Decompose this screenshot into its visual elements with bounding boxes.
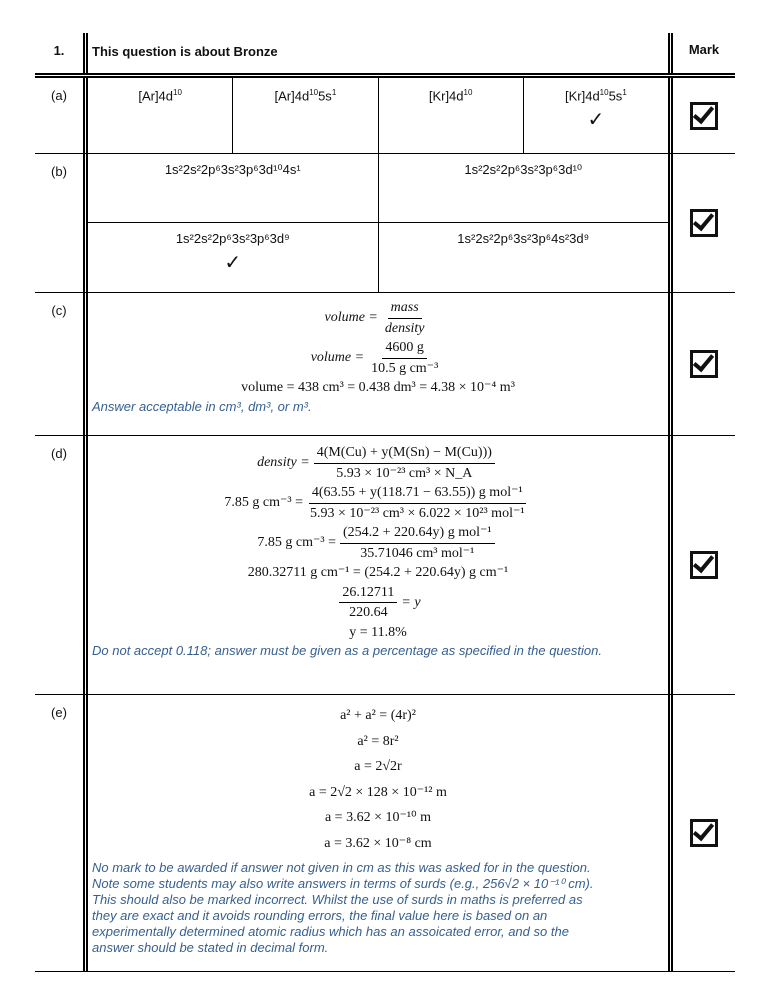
eq-lhs: volume = [324, 310, 378, 326]
option-sup: 10 [309, 88, 319, 97]
eq-lhs: volume = [310, 350, 365, 366]
eq-numerator: (254.2 + 220.64y) g mol⁻¹ [340, 524, 495, 544]
equation: y = 11.8% [349, 624, 407, 640]
eq-denominator: 5.93 × 10⁻²³ cm³ × 6.022 × 10²³ mol⁻¹ [310, 505, 525, 521]
mark-cell [673, 436, 735, 694]
question-title: This question is about Bronze [83, 33, 673, 73]
tick-icon: ✓ [224, 252, 242, 274]
mark-cell [673, 78, 735, 153]
checked-box-icon [690, 209, 718, 237]
table-bottom-border [35, 971, 735, 972]
option-sup: 10 [173, 88, 182, 97]
part-d-row [35, 436, 735, 694]
note-line: Note some students may also write answers in terms of surds (e.g., 256√2 × 10⁻¹⁰ cm). [92, 876, 594, 891]
part-e-answer [83, 695, 673, 971]
option-text: [Kr]4d [564, 88, 600, 104]
eq-lhs: 7.85 g cm⁻³ = [257, 535, 336, 551]
equation: a = 3.62 × 10⁻⁸ cm [324, 835, 432, 851]
checked-box-icon [690, 551, 718, 579]
option-b3 [88, 223, 379, 292]
part-d-answer [83, 436, 673, 694]
note-line: answer should be stated in decimal form. [92, 940, 329, 955]
option-b4: 1s²2s²2p⁶3s²3p⁶4s²3d⁹ [457, 231, 590, 246]
eq-numerator: 4600 g [382, 339, 427, 359]
option-text: 5s [318, 88, 332, 104]
mark-cell [673, 293, 735, 435]
option-b1: 1s²2s²2p⁶3s²3p⁶3d¹⁰4s¹ [88, 154, 379, 222]
part-a-options [83, 78, 673, 153]
option-text: [Ar]4d [138, 88, 174, 104]
note-line: This should also be marked incorrect. Whilst the use of surds in maths is preferred as [92, 892, 583, 907]
part-label: (a) [51, 88, 67, 103]
option-sup: 10 [599, 88, 609, 97]
checked-box-icon [690, 819, 718, 847]
equation: a = 2√2 × 128 × 10⁻¹² m [309, 784, 447, 800]
equation [88, 299, 668, 337]
part-b-options [83, 154, 673, 292]
eq-lhs: 7.85 g cm⁻³ = [224, 495, 304, 511]
eq-denominator: 220.64 [349, 605, 388, 620]
option-text: 1s²2s²2p⁶3s²3p⁶3d⁹ [175, 231, 290, 246]
marking-note: Do not accept 0.118; answer must be given as a percentage as specified in the question. [92, 643, 602, 658]
mark-scheme-table [35, 33, 735, 972]
option-sup: 10 [463, 88, 473, 97]
option-a1 [88, 78, 233, 153]
equation: a = 2√2r [354, 759, 402, 774]
part-c-row [35, 293, 735, 435]
equation [88, 339, 668, 377]
eq-denominator: 5.93 × 10⁻²³ cm³ × N_A [336, 465, 473, 481]
part-b-row [35, 154, 735, 292]
part-e-row [35, 695, 735, 971]
marking-note [88, 860, 668, 956]
note-line: they are exact and it avoids rounding errors, the final value here is based on an [92, 908, 548, 923]
question-number: 1. [53, 43, 65, 58]
part-a-row [35, 78, 735, 153]
equation: a² = 8r² [357, 733, 399, 749]
tick-icon: ✓ [587, 109, 605, 132]
note-line: No mark to be awarded if answer not given in cm as this was asked for in the question. [92, 860, 591, 875]
eq-numerator: mass [388, 299, 422, 319]
option-sup: 1 [622, 88, 627, 97]
eq-numerator: 4(63.55 + y(118.71 − 63.55)) g mol⁻¹ [309, 484, 526, 504]
option-b2: 1s²2s²2p⁶3s²3p⁶3d¹⁰ [464, 162, 583, 177]
option-a3 [379, 78, 524, 153]
equation: a = 3.62 × 10⁻¹⁰ m [324, 810, 432, 825]
equation [88, 444, 668, 482]
option-a2 [233, 78, 378, 153]
eq-denominator: 10.5 g cm⁻³ [371, 360, 439, 376]
equation: a² + a² = (4r)² [340, 708, 416, 723]
equation: 280.32711 g cm⁻¹ = (254.2 + 220.64y) g cm⁻¹ [247, 565, 509, 580]
eq-rhs: = y [401, 594, 421, 610]
option-a4 [524, 78, 668, 153]
mark-cell [673, 154, 735, 292]
checked-box-icon [690, 350, 718, 378]
eq-lhs: density = [257, 455, 310, 471]
part-label: (d) [51, 446, 67, 461]
note-line: experimentally determined atomic radius which has an assoicated error, and so the [92, 924, 569, 939]
marking-note: Answer acceptable in cm³, dm³, or m³. [92, 398, 312, 414]
option-text: [Ar]4d [274, 88, 310, 104]
equation [88, 584, 668, 622]
part-label: (e) [51, 705, 67, 720]
header-row [35, 33, 735, 73]
checked-box-icon [690, 102, 718, 130]
option-sup: 1 [331, 88, 337, 97]
part-c-answer [83, 293, 673, 435]
eq-denominator: 35.71046 cm³ mol⁻¹ [360, 545, 475, 561]
option-text: 5s [608, 88, 623, 104]
equation [88, 524, 668, 562]
equation: volume = 438 cm³ = 0.438 dm³ = 4.38 × 10⁻⁴ m³ [241, 380, 515, 395]
mark-cell [673, 695, 735, 971]
part-label: (b) [51, 164, 67, 179]
eq-numerator: 4(M(Cu) + y(M(Sn) − M(Cu))) [314, 444, 495, 464]
part-label: (c) [51, 303, 67, 318]
eq-denominator: density [384, 320, 425, 336]
equation [88, 484, 668, 522]
eq-numerator: 26.12711 [339, 584, 397, 604]
option-text: [Kr]4d [428, 88, 464, 104]
mark-header: Mark [688, 42, 720, 57]
